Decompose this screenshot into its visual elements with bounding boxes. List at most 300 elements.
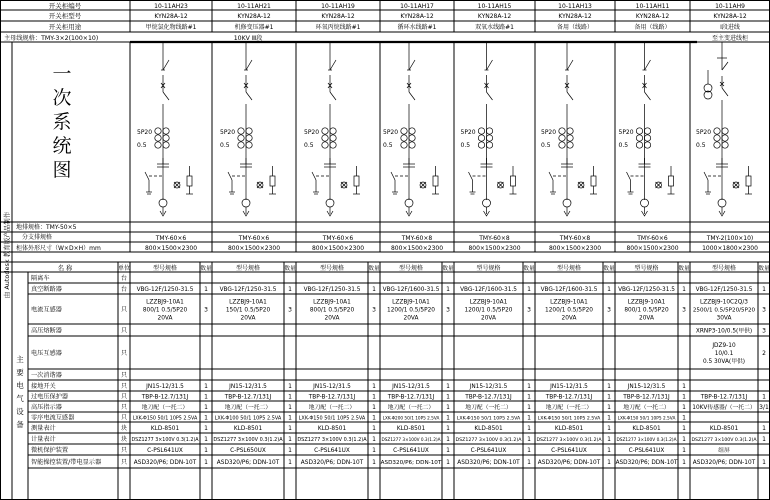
equipment-spec: VBG-12F/1600-31.5 [540,287,598,293]
equipment-qty: 1 [682,436,686,443]
equipment-name: 测量表计 [31,425,56,432]
cabinet-id: 10-11AH15 [477,3,512,10]
equipment-qty: 1 [204,447,208,454]
title-char: 统 [52,135,72,157]
equipment-spec: C-PSL641UX [470,448,507,454]
equipment-spec: 地刀配（一托二） [308,405,356,411]
circuit-line [645,60,651,70]
equipment-qty: 3 [446,306,450,314]
equipment-spec: JN15-12/31.5 [146,384,184,390]
ct-coil [409,135,415,141]
equipment-spec: 地刀配（一托二） [141,405,189,411]
table-head-spec: 型号规格 [235,265,261,272]
equipment-qty: 1 [204,414,208,422]
ct-coil [636,142,642,148]
equipment-qty: 1 [288,414,292,422]
equipment-spec: C-PSL650UX [230,448,266,454]
surge-arrester [669,176,674,186]
table-head-spec: 型号规格 [398,265,424,272]
ct-coil [246,128,252,134]
title-char: 一 [52,63,72,85]
equipment-spec: LXK-Φ100 50/1 10P5 2.5VA [214,415,282,422]
circuit-line [722,62,728,70]
equipment-qty: 1 [372,393,376,401]
equipment-qty: 1 [204,393,208,401]
equipment-spec: VBG-12F/1250-31.5 [136,287,194,293]
equipment-qty: 1 [372,414,376,422]
table-head-qty: 数量 [603,266,615,272]
equipment-unit: 只 [120,383,128,390]
equipment-spec: KLD-8501 [317,426,347,432]
equipment-qty: 1 [446,286,450,293]
equipment-spec: 1200/1 0.5/5P20 [387,307,435,314]
cabinet-usage: 环氧丙烷线路#1 [315,24,361,31]
equipment-spec: 地刀配（一托二） [465,405,512,411]
ct-accuracy: 5P20 [304,129,320,136]
equipment-spec: 20VA [561,315,577,322]
cabinet-id: 10-11AH19 [321,3,355,10]
ct-accuracy: 5P20 [541,129,557,136]
cabinet-circuit [312,42,360,216]
equipment-spec: JN15-12/31.5 [550,384,588,390]
equipment-spec: TBP-B-12.7/131J [465,394,512,401]
equipment-qty: 1 [762,459,766,466]
cabinet-usage: 机修变压器#1 [234,24,274,31]
cabinet-circuit [391,42,439,216]
equipment-spec: DSZ1277 3×100V 0.3(1.2)A [213,437,283,443]
equipment-qty: 1 [372,447,376,454]
surge-arrester [270,176,275,186]
equipment-spec: VBG-12F/1600-31.5 [382,287,440,293]
equipment-qty: 3 [762,327,766,335]
circuit-line [409,60,415,70]
ct-accuracy-class: 0.5 [304,142,314,149]
ct-coil [644,128,650,134]
cabinet-model: KYN28A-12 [558,13,592,20]
equipment-unit: 只 [120,447,128,454]
equipment-qty: 1 [682,414,686,422]
ct-coil [401,142,407,148]
equipment-unit: 只 [120,393,128,401]
equipment-qty: 3 [682,306,686,314]
circuit-line [487,60,493,70]
equipment-spec: 30VA [716,315,732,322]
ct-coil [238,135,244,141]
ct-accuracy-class: 0.5 [618,142,629,149]
equipment-qty: 1 [288,393,292,401]
table-head-unit: 单位 [117,265,131,272]
equipment-qty: 3 [527,306,531,314]
side-label-char: 气 [16,394,24,403]
ct-coil [409,128,415,134]
circuit-line [246,92,252,100]
ct-accuracy: 5P20 [137,129,153,136]
surge-arrester [511,176,516,186]
header-label: 开关柜编号 [48,2,82,10]
header-label: 开关柜用途 [48,23,82,31]
branch-bus-spec: TMY-60×6 [322,235,354,242]
ct-coil [636,135,642,141]
ct-coil [242,199,250,207]
equipment-qty: 3 [607,306,611,314]
equipment-qty: 1 [204,286,208,293]
side-label-char: 备 [16,420,24,429]
circuit-line [409,92,415,100]
cabinet-usage: 备用（线路） [634,24,671,31]
equipment-spec: DSZ1277 3×100V 0.3(1.2)A [455,438,522,443]
equipment-qty: 1 [204,459,208,466]
cabinet-size: 1000×1800×2300 [702,245,758,252]
equipment-qty: 1 [607,436,611,443]
equipment-unit: 只 [120,372,128,379]
ct-coil [163,128,169,134]
busbar-spec: 主母线规格：TMY-3×2(100×10) [4,35,99,42]
equipment-qty: 1 [372,436,376,443]
equipment-qty: 1 [607,447,611,454]
equipment-spec: TBP-B-12.7/131J [545,394,593,401]
equipment-spec: 1200/1 0.5/5P20 [464,307,513,314]
equipment-unit: 台 [120,275,128,282]
ct-coil [163,135,169,141]
equipment-spec: 地刀配（一托二） [387,405,435,411]
ct-accuracy: 5P20 [696,129,712,136]
equipment-spec: KLD-8501 [474,426,503,432]
ct-coil [330,142,336,148]
equipment-spec: 20VA [403,315,419,322]
equipment-spec: 20VA [639,315,654,322]
equipment-spec: DSZ1277 3×100V 0.3(1.2)A [691,438,757,443]
cabinet-usage: 甲烷氯化物线路#1 [145,24,197,31]
ct-coil [401,128,407,134]
ct-coil [155,135,161,141]
equipment-spec: VBG-12F/1250-31.5 [219,287,277,293]
ct-coil [483,199,491,207]
ct-coil [722,128,728,134]
cabinet-usage: 循环水线路#1 [397,24,437,31]
cabinet-id: 10-11AH17 [400,3,434,10]
circuit-line [722,88,728,96]
equipment-qty: 3 [762,306,766,314]
equipment-qty: 1 [446,459,450,466]
equipment-spec: DSZ1277 3×100V 0.3(1.2)A [297,437,367,443]
equipment-unit: 只 [120,414,128,422]
equipment-spec: TBP-B-12.7/131J [623,394,670,401]
ct-coil [722,142,728,148]
equipment-spec: DSZ1277 3×100V 0.3(1.2)A [131,438,199,443]
equipment-spec: LZZBJ9-10A1 [627,299,666,306]
ground-bus-spec: 地排规格：TMY-50×5 [16,224,77,231]
equipment-qty: 1 [288,436,292,443]
cabinet-model: KYN28A-12 [477,13,512,20]
equipment-spec: LXK-Φ150 50/1 10P5 2.5VA [617,416,676,422]
equipment-name: 高压熔断器 [31,327,62,335]
equipment-qty: 1 [527,286,531,293]
equipment-qty: 1 [204,425,208,432]
ct-coil [714,135,720,141]
equipment-qty: 1 [288,425,292,432]
ct-coil [563,199,571,207]
table-head-qty: 数量 [442,266,454,272]
equipment-spec: TBP-B-12.7/131J [308,394,356,401]
equipment-spec: LZZBJ9-10C2Q/3 [700,299,748,306]
cabinet-id: 10-11AH11 [635,3,670,10]
table-head-name: 名 称 [57,265,73,272]
equipment-qty: 1 [372,383,376,390]
equipment-name: 零序电流互感器 [31,414,75,422]
ct-coil [322,142,328,148]
cabinet-size: 800×1500×2300 [626,245,679,252]
ct-coil [486,128,492,134]
ct-coil [163,142,169,148]
ct-coil [486,135,492,141]
surge-arrester [433,176,438,186]
circuit-line [145,172,149,180]
equipment-spec: ASD320/P6; DDN-10T [216,460,280,466]
equipment-qty: 1 [204,404,208,411]
ct-accuracy-class: 0.5 [696,142,706,149]
equipment-spec: LXK-Φ200 50/1 10P5 2.5VA [382,415,440,421]
table-head-spec: 型号规格 [634,265,659,272]
equipment-qty: 1 [607,459,611,466]
branch-bus-spec: TMY-60×8 [401,235,433,242]
ct-coil [559,142,565,148]
equipment-qty: 1 [682,393,686,401]
branch-bus-spec: TMY-2(100×10) [706,235,754,242]
equipment-qty: 1 [372,404,376,411]
equipment-spec: 10/0.1 [714,351,734,357]
equipment-qty: 1 [446,414,450,422]
equipment-spec: LXK-Φ150 50/1 10P5 2.5VA [298,415,366,422]
equipment-spec: 20VA [481,315,496,322]
ct-coil [238,128,244,134]
ct-accuracy-class: 0.5 [220,142,230,149]
equipment-qty: 1 [288,447,292,454]
equipment-spec: LXK-Φ150 50/1 10P5 2.5VA [132,416,198,422]
equipment-qty: 1 [682,286,686,293]
ct-coil [478,135,484,141]
ct-coil [478,142,484,148]
ct-coil [401,135,407,141]
ct-accuracy-class: 0.5 [383,142,393,149]
equipment-spec: 0.5 30VA(甲供) [702,359,746,365]
equipment-spec: VBG-12F/1250-31.5 [695,287,753,293]
equipment-spec: VBG-12F/1250-31.5 [618,287,675,293]
equipment-spec: ASD320/P6; DDN-10T [537,460,601,466]
circuit-line [487,92,493,100]
cabinet-circuit [228,42,276,216]
equipment-spec: 150/1 0.5/5P20 [225,307,271,314]
equipment-spec: LZZBJ9-10A1 [392,299,430,306]
cabinet-size: 800×1500×2300 [227,245,281,252]
side-label-char: 设 [16,407,24,416]
equipment-spec: JN15-12/31.5 [229,384,267,390]
ct-coil [155,142,161,148]
equipment-spec: JN15-12/31.5 [313,384,351,390]
section-label: 10KV Ⅲ段 [233,35,263,42]
cabinet-size: 800×1500×2300 [548,245,602,252]
branch-bus-spec: TMY-60×6 [637,235,668,242]
equipment-unit: 块 [120,425,128,432]
cabinet-model: KYN28A-12 [154,13,188,20]
equipment-spec: KLD-8501 [632,426,661,432]
equipment-qty: 1 [682,447,686,454]
equipment-unit: 只 [120,306,128,314]
equipment-qty: 1 [446,436,450,443]
equipment-qty: 1 [446,383,450,390]
ct-coil [714,142,720,148]
equipment-spec: C-PSL641UX [314,448,350,454]
equipment-name: 微机保护装置 [31,447,69,454]
cabinet-id: 10-11AH21 [237,3,271,10]
ct-coil [644,135,650,141]
equipment-qty: 1 [607,286,611,293]
equipment-spec: JDZ9-10 [712,343,736,349]
equipment-spec: 20VA [240,315,256,322]
cabinet-model: KYN28A-12 [321,13,355,20]
equipment-spec: 800/1 0.5/5P20 [624,307,669,314]
ct-coil [409,142,415,148]
cabinet-usage: I段进线 [720,24,740,31]
equipment-unit: 只 [120,459,128,466]
incoming-note: 至主变进线柜 [711,35,749,42]
equipment-spec: DSZ1277 3×100V 0.3(1.2)A [536,438,602,443]
cabinet-id: 10-11AH23 [154,3,188,10]
ct-coil [567,128,573,134]
table-head-spec: 型号规格 [476,265,501,272]
branch-bus-spec: TMY-60×6 [155,235,187,242]
circuit-line [704,172,708,180]
cabinet-size: 800×1500×2300 [390,245,444,252]
equipment-spec: C-PSL641UX [551,448,587,454]
equipment-name: 一次消谐器 [31,372,62,379]
equipment-unit: 只 [120,327,128,335]
equipment-qty: 1 [446,404,450,411]
ct-accuracy-class: 0.5 [460,142,471,149]
ct-accuracy: 5P20 [460,129,476,136]
title-char: 次 [52,87,72,109]
equipment-spec: TBP-B-12.7/131J [224,394,272,401]
equipment-spec: 组屏 [718,448,730,454]
equipment-spec: 800/1 0.5/5P20 [309,307,355,314]
equipment-spec: LXK-Φ150 50/1 10P5 2.5VA [537,416,601,422]
ct-coil [246,135,252,141]
ct-accuracy: 5P20 [383,129,399,136]
ct-coil [636,128,642,134]
cabinet-id: 10-11AH13 [558,3,592,10]
equipment-qty: 1 [446,425,450,432]
ct-accuracy-class: 0.5 [541,142,551,149]
equipment-qty: 1 [446,393,450,401]
equipment-qty: 1 [762,393,766,401]
equipment-qty: 3 [372,306,376,314]
circuit-line [330,60,336,70]
equipment-spec: VBG-12F/1600-31.5 [460,287,517,293]
surge-arrester [746,176,751,186]
ct-coil [559,128,565,134]
equipment-qty: 3 [204,306,208,314]
ct-coil [330,135,336,141]
equipment-qty: 1 [372,459,376,466]
surge-arrester [354,176,359,186]
ct-coil [714,128,720,134]
equipment-qty: 1 [527,383,531,390]
equipment-qty: 1 [682,383,686,390]
cabinet-usage: 双氧水线路#1 [475,24,514,31]
title-char: 图 [52,159,72,181]
cabinet-usage: 备用（线路） [556,24,594,31]
equipment-spec: LZZBJ9-10A1 [550,299,588,306]
circuit-line [567,60,573,70]
ct-coil [322,128,328,134]
equipment-qty: 1 [527,404,531,411]
equipment-spec: KLD-8501 [709,426,739,432]
equipment-spec: KLD-8501 [233,426,263,432]
side-label-char: 电 [16,381,24,390]
ct-coil [238,142,244,148]
equipment-qty: 1 [762,425,766,432]
branch-bus-label: 分支排规格 [22,234,53,241]
equipment-spec: LXK-Φ150 50/1 10P5 2.5VA [456,416,521,422]
drawing-text [2,1,770,466]
equipment-spec: KLD-8501 [150,426,180,432]
equipment-spec: 1200/1 0.5/5P20 [545,307,593,314]
circuit-symbols [145,42,752,216]
watermark-text: 由 Autodesk 教育版产品制作 [3,211,11,299]
cabinet-circuit [469,42,517,216]
cabinet-model: KYN28A-12 [713,13,747,20]
surge-arrester [187,176,192,186]
equipment-qty: 1 [607,393,611,401]
equipment-qty: 1 [607,404,611,411]
equipment-spec: TBP-B-12.7/131J [141,394,189,401]
ct-coil [246,142,252,148]
equipment-spec: ASD320/P6; DDN-10T [133,460,197,466]
equipment-spec: JN15-12/31.5 [627,384,666,390]
equipment-spec: ASD320/P6; DDN-10T [380,460,442,466]
ct-accuracy-class: 0.5 [137,142,147,149]
cabinet-size: 800×1500×2300 [468,245,521,252]
equipment-unit: 台 [120,286,128,293]
table-head-spec: 型号规格 [711,265,737,272]
equipment-qty: 1 [204,383,208,390]
equipment-qty: 1 [527,436,531,443]
equipment-spec: LZZBJ9-10A1 [313,299,351,306]
cabinet-size: 800×1500×2300 [144,245,198,252]
cabinet-model: KYN28A-12 [400,13,434,20]
cabinet-circuit [627,42,675,216]
equipment-spec: ASD320/P6; DDN-10T [692,460,756,466]
cabinet-model: KYN28A-12 [635,13,670,20]
ct-coil [155,128,161,134]
surge-arrester [591,176,596,186]
equipment-qty: 1 [527,459,531,466]
equipment-qty: 1 [527,447,531,454]
equipment-spec: 地刀配（一托二） [224,405,272,411]
equipment-spec: ASD320/P6; DDN-10T [615,460,678,466]
equipment-name: 过电压保护器 [31,393,69,401]
equipment-spec: 800/1 0.5/5P20 [142,307,188,314]
equipment-name: 接地开关 [31,383,56,390]
cabinet-size: 800×1500×2300 [311,245,365,252]
equipment-unit: 只 [120,404,128,411]
equipment-qty: 1 [607,414,611,422]
equipment-qty: 1 [527,414,531,422]
ct-coil [641,199,649,207]
cabinet-circuit [549,42,597,216]
table-head-qty: 数量 [758,266,770,272]
table-head-qty: 数量 [368,266,380,272]
equipment-qty: 3/1 [759,404,769,411]
